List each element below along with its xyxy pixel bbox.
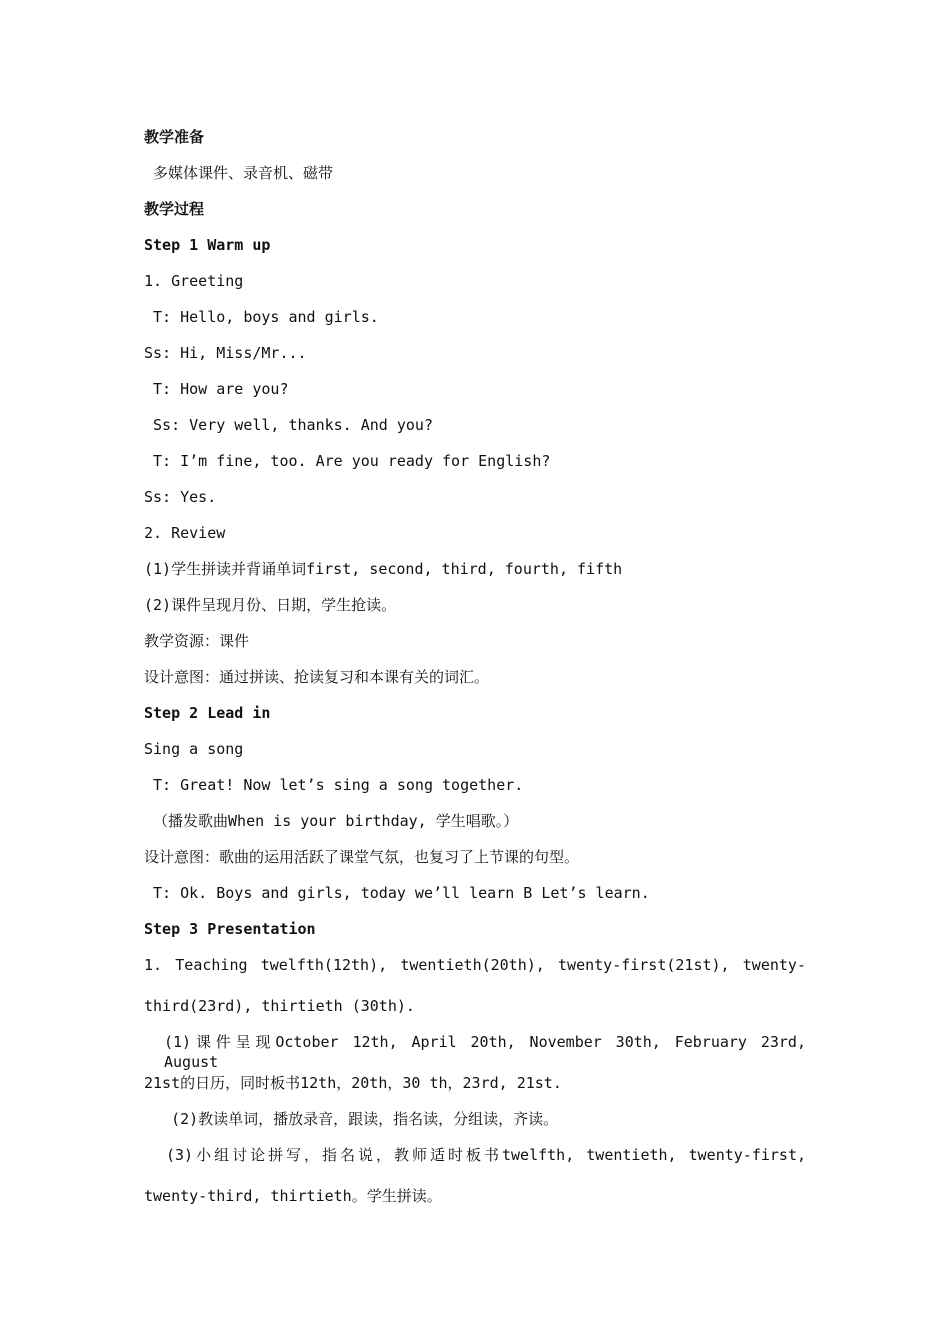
dialogue-line: Ss: Yes. [144,488,217,506]
presentation-item: (3)小组讨论拼写，指名说，教师适时板书twelfth, twentieth, twenty-first, [166,1146,806,1164]
dialogue-line: T: How are you? [144,380,289,398]
step1-greeting: 1. Greeting [144,272,244,290]
presentation-item: 21st的日历，同时板书12th，20th，30 th，23rd, 21st. [144,1074,562,1092]
song-note: （播发歌曲When is your birthday, 学生唱歌。） [144,812,519,830]
dialogue-line: T: I’m fine, too. Are you ready for English? [144,452,551,470]
presentation-item: twenty-third, thirtieth。学生拼读。 [144,1187,442,1205]
design-intent: 设计意图：歌曲的运用活跃了课堂气氛，也复习了上节课的句型。 [144,848,580,866]
dialogue-line: T: Great! Now let’s sing a song together. [144,776,524,794]
step2-heading: Step 2 Lead in [144,704,271,722]
presentation-item: (1)课件呈现October 12th, April 20th, November 30th, February 23rd, August [164,1033,806,1071]
dialogue-line: Ss: Hi, Miss/Mr... [144,344,307,362]
dialogue-line: Ss: Very well, thanks. And you? [144,416,433,434]
review-item: (1)学生拼读并背诵单词first, second, third, fourth, fifth [144,560,623,578]
review-item: (2)课件呈现月份、日期，学生抢读。 [144,596,397,614]
dialogue-line: T: Hello, boys and girls. [144,308,379,326]
prep-items: 多媒体课件、录音机、磁带 [144,164,334,182]
sing-song: Sing a song [144,740,244,758]
step1-review: 2. Review [144,524,226,542]
presentation-item: (2)教读单词，播放录音，跟读，指名读，分组读，齐读。 [144,1110,559,1128]
heading-prep: 教学准备 [144,128,205,146]
step1-heading: Step 1 Warm up [144,236,271,254]
step3-heading: Step 3 Presentation [144,920,316,938]
teaching-resource: 教学资源：课件 [144,632,250,650]
heading-process: 教学过程 [144,200,205,218]
dialogue-line: T: Ok. Boys and girls, today we’ll learn B Let’s learn. [144,884,650,902]
teaching-line: 1. Teaching twelfth(12th), twentieth(20th), twenty-first(21st), twenty- [144,956,806,974]
design-intent: 设计意图：通过拼读、抢读复习和本课有关的词汇。 [144,668,490,686]
teaching-line: third(23rd), thirtieth (30th). [144,997,415,1015]
